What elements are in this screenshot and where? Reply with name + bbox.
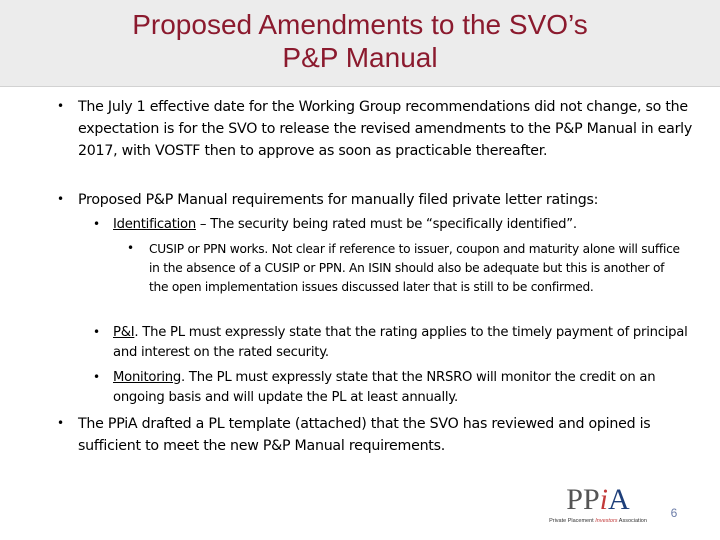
logo-a: A — [608, 483, 630, 516]
sub-bullet-heading: Monitoring — [113, 370, 182, 385]
title-band — [0, 0, 720, 87]
bullet-marker: • — [57, 192, 65, 206]
logo-i: i — [599, 483, 609, 516]
bullet-text: The PPiA drafted a PL template (attached) that the SVO has reviewed and opined is sufficient to meet the new P&P Manual requirements. — [78, 416, 651, 454]
bullet-item — [57, 96, 697, 162]
page-number: 6 — [670, 506, 678, 520]
sub-bullet-text — [113, 323, 693, 363]
bullet-item — [57, 413, 697, 457]
ppia-logo-subtitle — [534, 518, 662, 524]
bullet-text: The July 1 effective date for the Working Group recommendations did not change, so the expectation is for the SVO to release the revised amendments to the P&P Manual in early 2017, with VOSTF then to approve as soon as practicable thereafter. — [78, 99, 692, 159]
slide-title — [0, 8, 720, 74]
slide-title-line-1: Proposed Amendments to the SVO’s — [132, 9, 588, 40]
ppia-logo-wordmark — [534, 484, 662, 516]
bullet-marker: • — [93, 217, 101, 231]
bullet-marker: • — [57, 99, 65, 113]
bullet-text: Proposed P&P Manual requirements for manually filed private letter ratings: — [78, 192, 599, 208]
sub-bullet-item — [93, 323, 693, 363]
logo-sub-em: Investors — [595, 518, 618, 524]
logo-sub-suffix: Association — [617, 518, 647, 524]
bullet-item — [57, 189, 697, 211]
sub-bullet-text — [113, 368, 693, 408]
bullet-marker: • — [57, 416, 65, 430]
logo-pp: PP — [566, 483, 600, 516]
logo-sub-prefix: Private Placement — [549, 518, 596, 524]
sub-sub-bullet-item — [127, 240, 687, 297]
bullet-marker: • — [127, 241, 135, 255]
sub-bullet-body: . The PL must expressly state that the NRSRO will monitor the credit on an ongoing basis and will update the PL at least annually. — [113, 370, 656, 405]
bullet-marker: • — [93, 325, 101, 339]
sub-bullet-heading: P&I — [113, 325, 135, 340]
slide-title-line-2: P&P Manual — [282, 42, 438, 73]
sub-bullet-item — [93, 368, 693, 408]
sub-bullet-body: – The security being rated must be “specifically identified”. — [195, 217, 577, 232]
bullet-marker: • — [93, 370, 101, 384]
sub-bullet-heading: Identification — [113, 217, 196, 232]
sub-sub-bullet-text: CUSIP or PPN works. Not clear if reference to issuer, coupon and maturity alone will suffice in the absence of a CUSIP or PPN. An ISIN should also be adequate but this is another of the open implementation issues discussed later that is still to be confirmed. — [149, 242, 680, 294]
sub-bullet-body: . The PL must expressly state that the rating applies to the timely payment of principal and interest on the rated security. — [113, 325, 688, 360]
ppia-logo — [534, 484, 662, 528]
sub-bullet-text — [113, 215, 693, 235]
sub-bullet-item — [93, 215, 693, 235]
